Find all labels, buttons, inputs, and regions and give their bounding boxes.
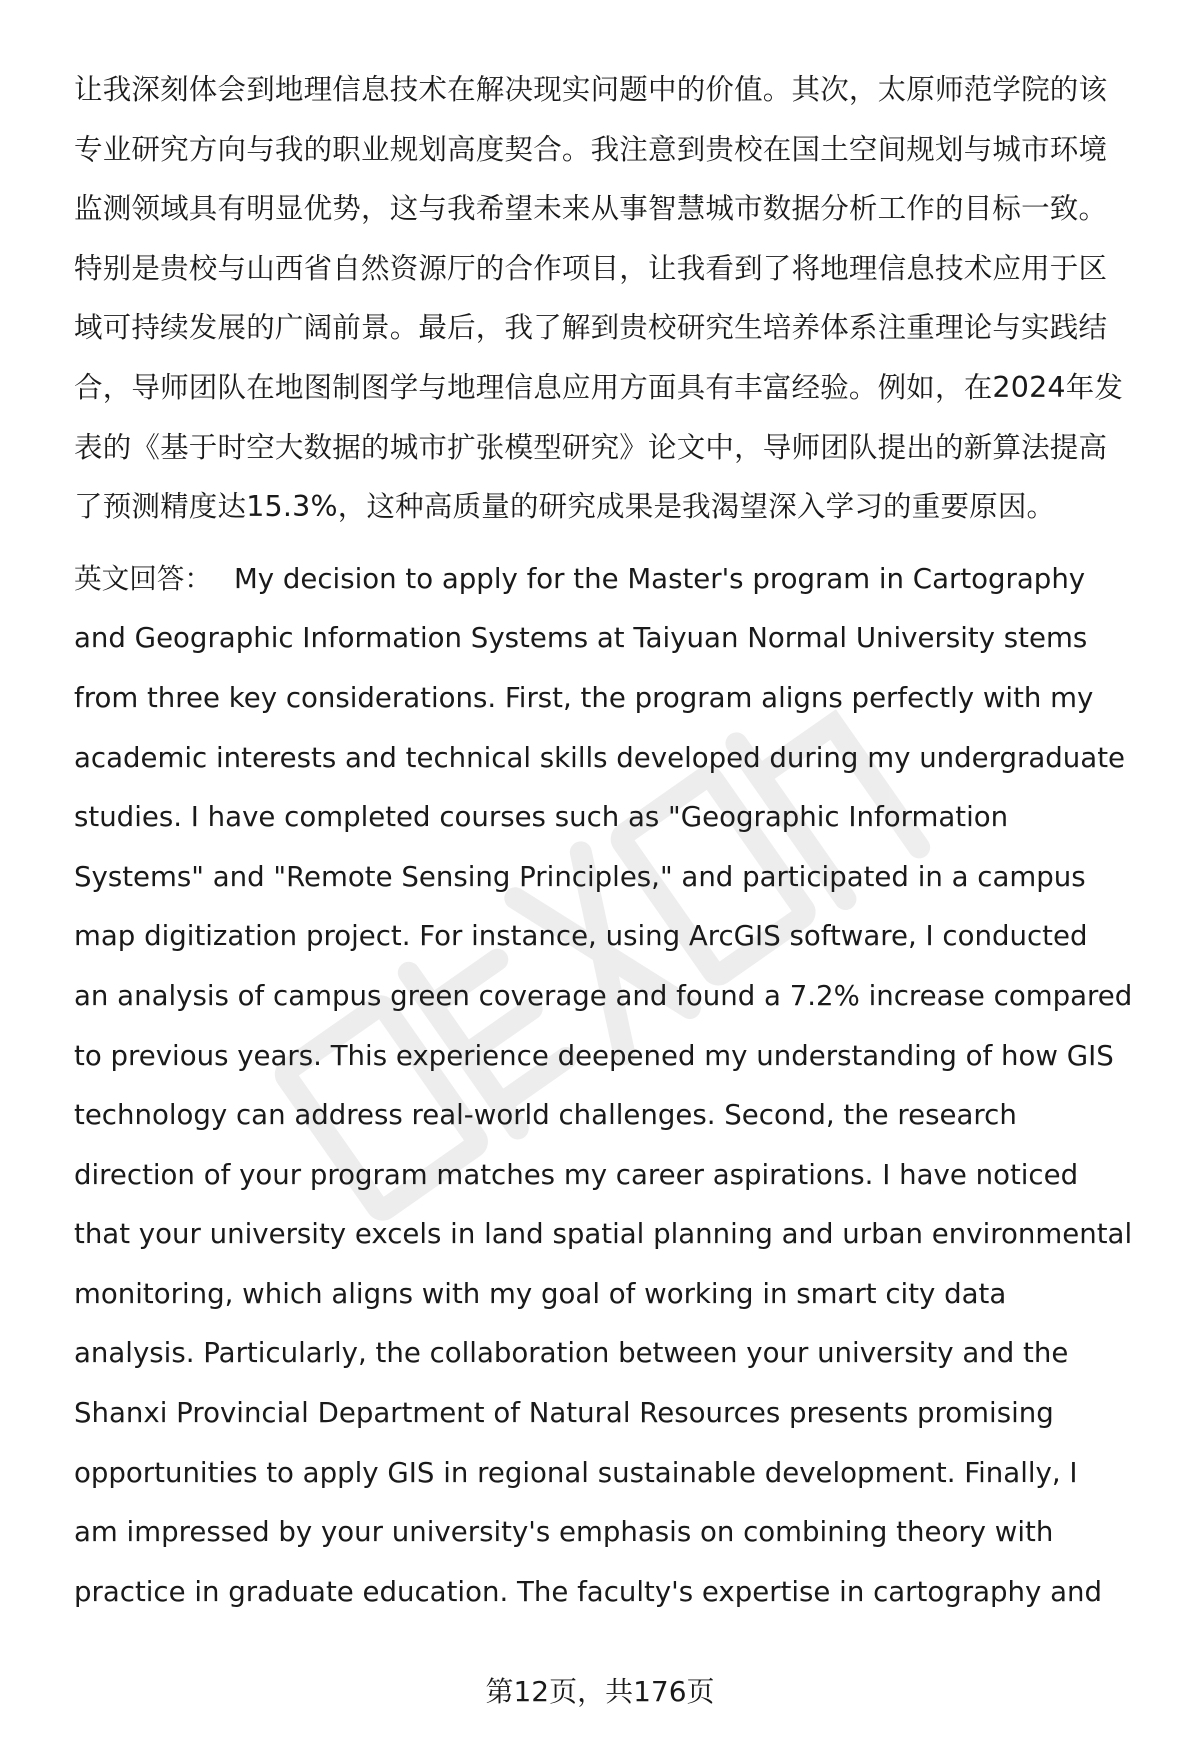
- paragraph-line: direction of your program matches my career aspirations. I have noticed: [74, 1157, 1079, 1191]
- paragraph-line: technology can address real-world challenges. Second, the research: [74, 1098, 1017, 1132]
- paragraph-line: opportunities to apply GIS in regional sustainable development. Finally, I: [74, 1455, 1078, 1489]
- paragraph-line: practice in graduate education. The faculty's expertise in cartography and: [74, 1574, 1103, 1608]
- paragraph-line: analysis. Particularly, the collaboration between your university and the: [74, 1336, 1069, 1370]
- paragraph-line: 监测领域具有明显优势，这与我希望未来从事智慧城市数据分析工作的目标一致。: [74, 192, 1108, 226]
- paragraph-line: to previous years. This experience deepened my understanding of how GIS: [74, 1038, 1114, 1072]
- english-answer-label: 英文回答：: [74, 561, 212, 595]
- document-page: [74, 60, 1164, 1621]
- paragraph-line: 专业研究方向与我的职业规划高度契合。我注意到贵校在国土空间规划与城市环境: [74, 132, 1108, 166]
- paragraph-line: Shanxi Provincial Department of Natural Resources presents promising: [74, 1396, 1054, 1430]
- paragraph-line: 了预测精度达15.3%，这种高质量的研究成果是我渴望深入学习的重要原因。: [74, 490, 1056, 524]
- paragraph-line: 特别是贵校与山西省自然资源厅的合作项目，让我看到了将地理信息技术应用于区: [74, 251, 1108, 285]
- english-answer-paragraph: [74, 549, 1164, 1622]
- paragraph-line: an analysis of campus green coverage and found a 7.2% increase compared: [74, 978, 1133, 1012]
- page-number-footer: 第12页，共176页: [485, 1675, 715, 1708]
- paragraph-line: and Geographic Information Systems at Taiyuan Normal University stems: [74, 621, 1088, 655]
- paragraph-line: monitoring, which aligns with my goal of working in smart city data: [74, 1276, 1007, 1310]
- paragraph-line: am impressed by your university's emphasis on combining theory with: [74, 1515, 1054, 1549]
- paragraph-line: 表的《基于时空大数据的城市扩张模型研究》论文中，导师团队提出的新算法提高: [74, 430, 1108, 464]
- chinese-paragraph: [74, 60, 1164, 537]
- paragraph-line: map digitization project. For instance, using ArcGIS software, I conducted: [74, 919, 1088, 953]
- paragraph-first-line: [74, 549, 1164, 609]
- paragraph-line: academic interests and technical skills developed during my undergraduate: [74, 740, 1126, 774]
- paragraph-line: Systems" and "Remote Sensing Principles," and participated in a campus: [74, 859, 1086, 893]
- paragraph-line: 合，导师团队在地图制图学与地理信息应用方面具有丰富经验。例如，在2024年发: [74, 370, 1124, 404]
- paragraph-line: from three key considerations. First, the program aligns perfectly with my: [74, 680, 1094, 714]
- english-answer-first-line-text: My decision to apply for the Master's program in Cartography: [233, 561, 1086, 595]
- paragraph-line: 让我深刻体会到地理信息技术在解决现实问题中的价值。其次，太原师范学院的该: [74, 73, 1108, 106]
- paragraph-line: studies. I have completed courses such as "Geographic Information: [74, 800, 1009, 834]
- paragraph-line: that your university excels in land spatial planning and urban environmental: [74, 1217, 1133, 1251]
- paragraph-line: 域可持续发展的广阔前景。最后，我了解到贵校研究生培养体系注重理论与实践结: [74, 311, 1108, 345]
